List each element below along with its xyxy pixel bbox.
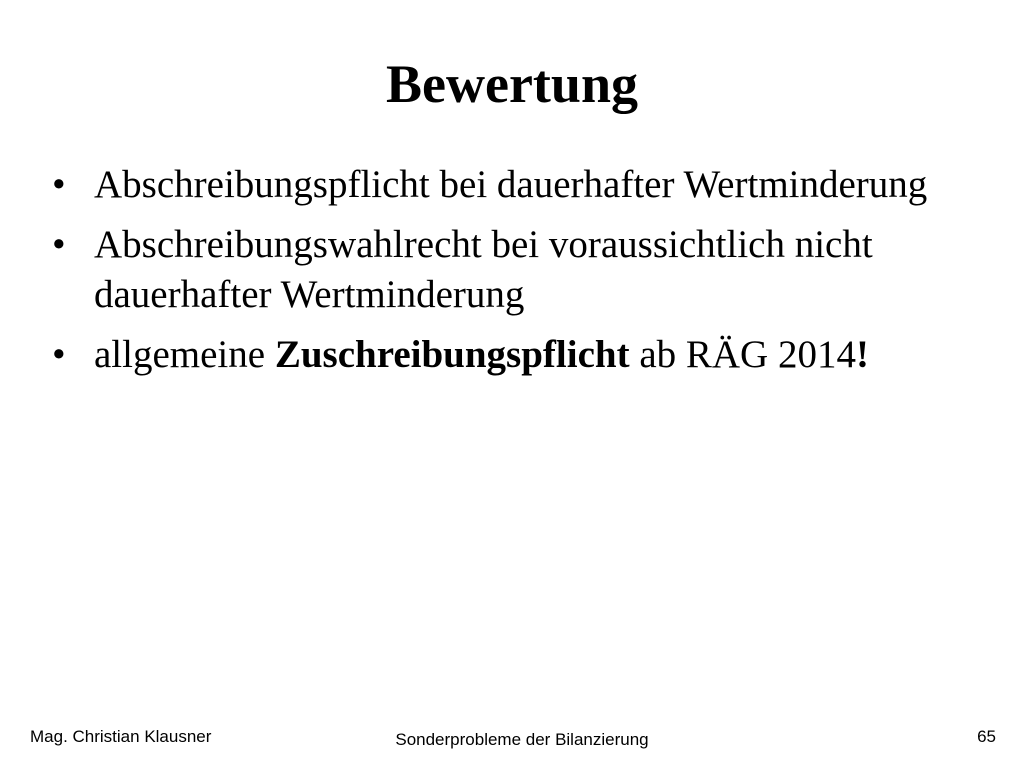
bullet-text-emphasis: Zuschreibungspflicht <box>274 333 630 376</box>
bullet-list <box>52 160 982 390</box>
bullet-text-exclamation: ! <box>855 333 869 376</box>
bullet-item <box>52 220 982 320</box>
footer-topic: Sonderprobleme der Bilanzierung <box>395 730 649 749</box>
footer-author: Mag. Christian Klausner <box>30 727 212 746</box>
bullet-text-prefix: allgemeine <box>94 333 275 376</box>
bullet-icon: • <box>52 223 66 266</box>
footer-page-number: 65 <box>977 727 996 746</box>
bullet-text-middle: ab RÄG 2014 <box>629 333 856 376</box>
bullet-icon: • <box>52 333 66 376</box>
bullet-text: Abschreibungspflicht bei dauerhafter Wertminderung <box>94 163 928 206</box>
bullet-item <box>52 330 982 380</box>
bullet-icon: • <box>52 163 66 206</box>
bullet-text: Abschreibungswahlrecht bei voraussichtlich nicht dauerhafter Wertminderung <box>94 223 873 316</box>
bullet-item <box>52 160 982 210</box>
slide-title: Bewertung <box>386 54 638 114</box>
